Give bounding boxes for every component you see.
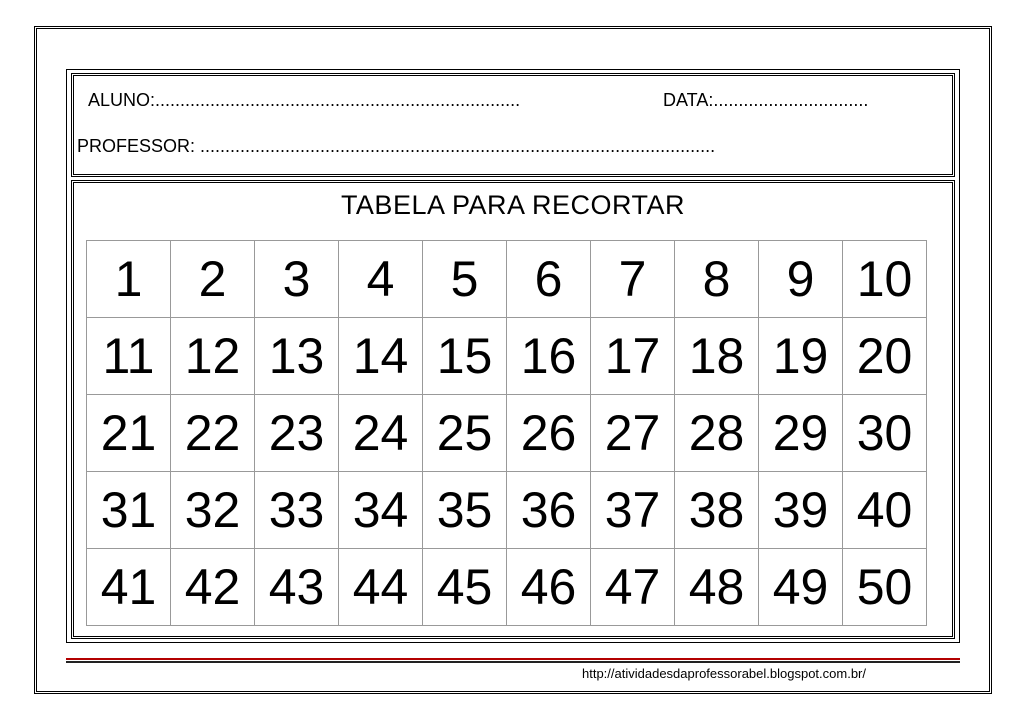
number-cell: 2	[171, 241, 255, 318]
number-cell: 25	[423, 395, 507, 472]
number-cell: 20	[843, 318, 927, 395]
number-cell: 46	[507, 549, 591, 626]
number-cell: 26	[507, 395, 591, 472]
number-cell: 28	[675, 395, 759, 472]
number-cell: 50	[843, 549, 927, 626]
footer-rule-dark	[66, 661, 960, 663]
number-cell: 36	[507, 472, 591, 549]
number-cell: 6	[507, 241, 591, 318]
table-row	[87, 395, 927, 472]
number-cell: 24	[339, 395, 423, 472]
number-cell: 18	[675, 318, 759, 395]
number-cell: 21	[87, 395, 171, 472]
table-row	[87, 241, 927, 318]
number-cell: 12	[171, 318, 255, 395]
number-cell: 35	[423, 472, 507, 549]
number-cell: 23	[255, 395, 339, 472]
number-cell: 42	[171, 549, 255, 626]
number-cell: 45	[423, 549, 507, 626]
number-cell: 22	[171, 395, 255, 472]
page-title-text: TABELA PARA RECORTAR	[340, 190, 686, 220]
number-cell: 29	[759, 395, 843, 472]
number-cell: 43	[255, 549, 339, 626]
footer-rule-red	[66, 658, 960, 660]
aluno-field: ALUNO:.........................................................................	[88, 90, 521, 110]
number-cell: 44	[339, 549, 423, 626]
number-cell: 33	[255, 472, 339, 549]
number-grid	[86, 240, 927, 626]
number-cell: 1	[87, 241, 171, 318]
number-cell: 41	[87, 549, 171, 626]
number-cell: 49	[759, 549, 843, 626]
number-cell: 17	[591, 318, 675, 395]
number-cell: 48	[675, 549, 759, 626]
number-cell: 30	[843, 395, 927, 472]
number-cell: 11	[87, 318, 171, 395]
number-cell: 32	[171, 472, 255, 549]
number-cell: 14	[339, 318, 423, 395]
footer-url: http://atividadesdaprofessorabel.blogspot.com.br/	[582, 666, 867, 681]
number-cell: 40	[843, 472, 927, 549]
number-cell: 9	[759, 241, 843, 318]
number-cell: 8	[675, 241, 759, 318]
number-cell: 7	[591, 241, 675, 318]
table-row	[87, 318, 927, 395]
number-cell: 4	[339, 241, 423, 318]
number-cell: 3	[255, 241, 339, 318]
number-cell: 10	[843, 241, 927, 318]
page-title	[0, 190, 1024, 221]
table-row	[87, 472, 927, 549]
number-cell: 38	[675, 472, 759, 549]
data-field: DATA:...............................	[663, 90, 869, 110]
number-cell: 5	[423, 241, 507, 318]
number-cell: 15	[423, 318, 507, 395]
number-cell: 16	[507, 318, 591, 395]
professor-field: PROFESSOR: .......................................................................................................	[77, 136, 716, 156]
number-cell: 27	[591, 395, 675, 472]
number-cell: 37	[591, 472, 675, 549]
number-cell: 34	[339, 472, 423, 549]
header-box	[71, 73, 955, 177]
number-cell: 39	[759, 472, 843, 549]
number-cell: 19	[759, 318, 843, 395]
number-cell: 31	[87, 472, 171, 549]
number-cell: 47	[591, 549, 675, 626]
table-row	[87, 549, 927, 626]
number-cell: 13	[255, 318, 339, 395]
